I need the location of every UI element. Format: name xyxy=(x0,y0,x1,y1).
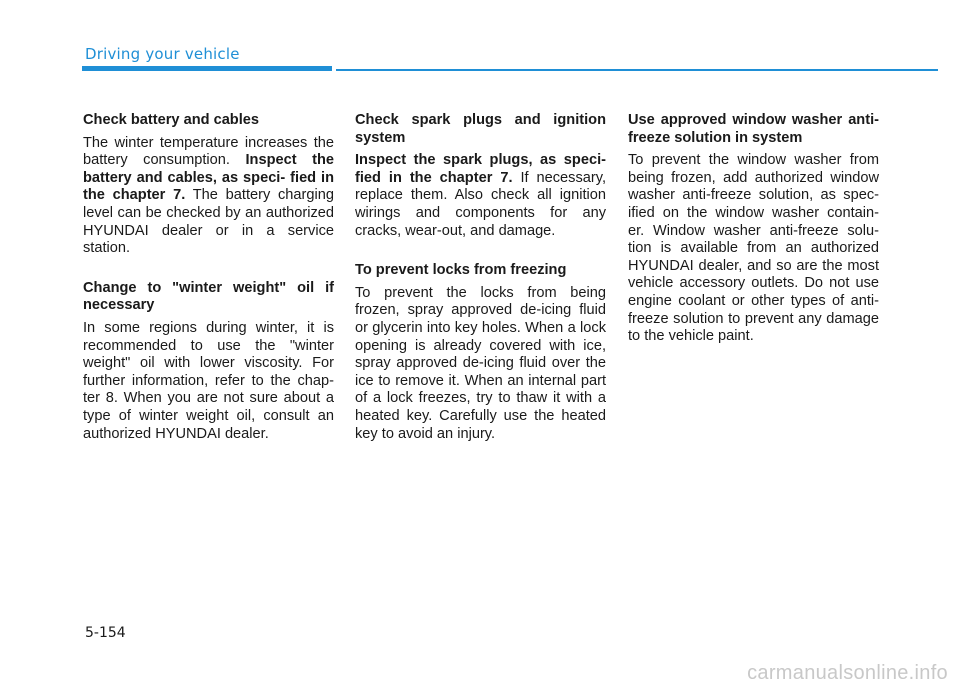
header-rule-thick xyxy=(82,66,332,71)
heading-locks-freezing: To prevent locks from freezing xyxy=(355,262,567,279)
heading-spark-plugs: Check spark plugs and ignition system xyxy=(355,112,606,146)
column-3 xyxy=(628,112,879,346)
spark-bold-instruction: Inspect the spark plugs, as speci- fied in the chapter 7. xyxy=(355,152,606,186)
paragraph-winter-oil: In some regions during winter, it is recommended to use the "winter weight" oil with lower viscosity. For further information, refer to the chap- ter 8. When you are not sure about a type of winter weight oil, consult an authorized HYUNDAI dealer. xyxy=(83,319,334,442)
heading-check-battery: Check battery and cables xyxy=(83,112,260,128)
section-title: Driving your vehicle xyxy=(85,45,240,63)
battery-text-2: The battery charging level can be checked by an authorized HYUNDAI dealer or in a service station. xyxy=(83,187,334,257)
battery-text-1: The winter temperature increases the battery consumption. xyxy=(83,134,334,169)
header-rule-thin xyxy=(336,69,938,71)
column-1 xyxy=(83,112,334,443)
watermark: carmanualsonline.info xyxy=(747,662,948,684)
heading-winter-oil: Change to "winter weight" oil if necessary xyxy=(83,279,334,314)
column-2 xyxy=(355,112,606,443)
spark-text: If necessary, replace them. Also check all ignition wirings and components for any cracks, wear-out, and damage. xyxy=(355,169,606,239)
battery-bold-instruction: Inspect the battery and cables, as speci- fied in the chapter 7. xyxy=(83,152,334,204)
paragraph-spark-plugs xyxy=(355,152,606,240)
paragraph-washer-antifreeze: To prevent the window washer from being frozen, add authorized window washer anti-freeze solution, as spec- ified on the window washer contain- er. Window washer anti-freeze solu- tion is available from an authorized HYUNDAI dealer, and so are the most vehicle accessory outlets. Do not use engine coolant or other types of anti-freeze solution to prevent any damage to the vehicle paint. xyxy=(628,152,879,345)
page-number: 5-154 xyxy=(85,625,126,641)
paragraph-locks-freezing: To prevent the locks from being frozen, spray approved de-icing fluid or glycerin into key holes. When a lock opening is already covered with ice, spray approved de-icing fluid over the ice to remove it. When an internal part of a lock freezes, try to thaw it with a heated key. Carefully use the heated key to avoid an injury. xyxy=(355,284,606,442)
paragraph-check-battery xyxy=(83,135,334,258)
heading-washer-antifreeze: Use approved window washer anti-freeze solution in system xyxy=(628,112,879,146)
